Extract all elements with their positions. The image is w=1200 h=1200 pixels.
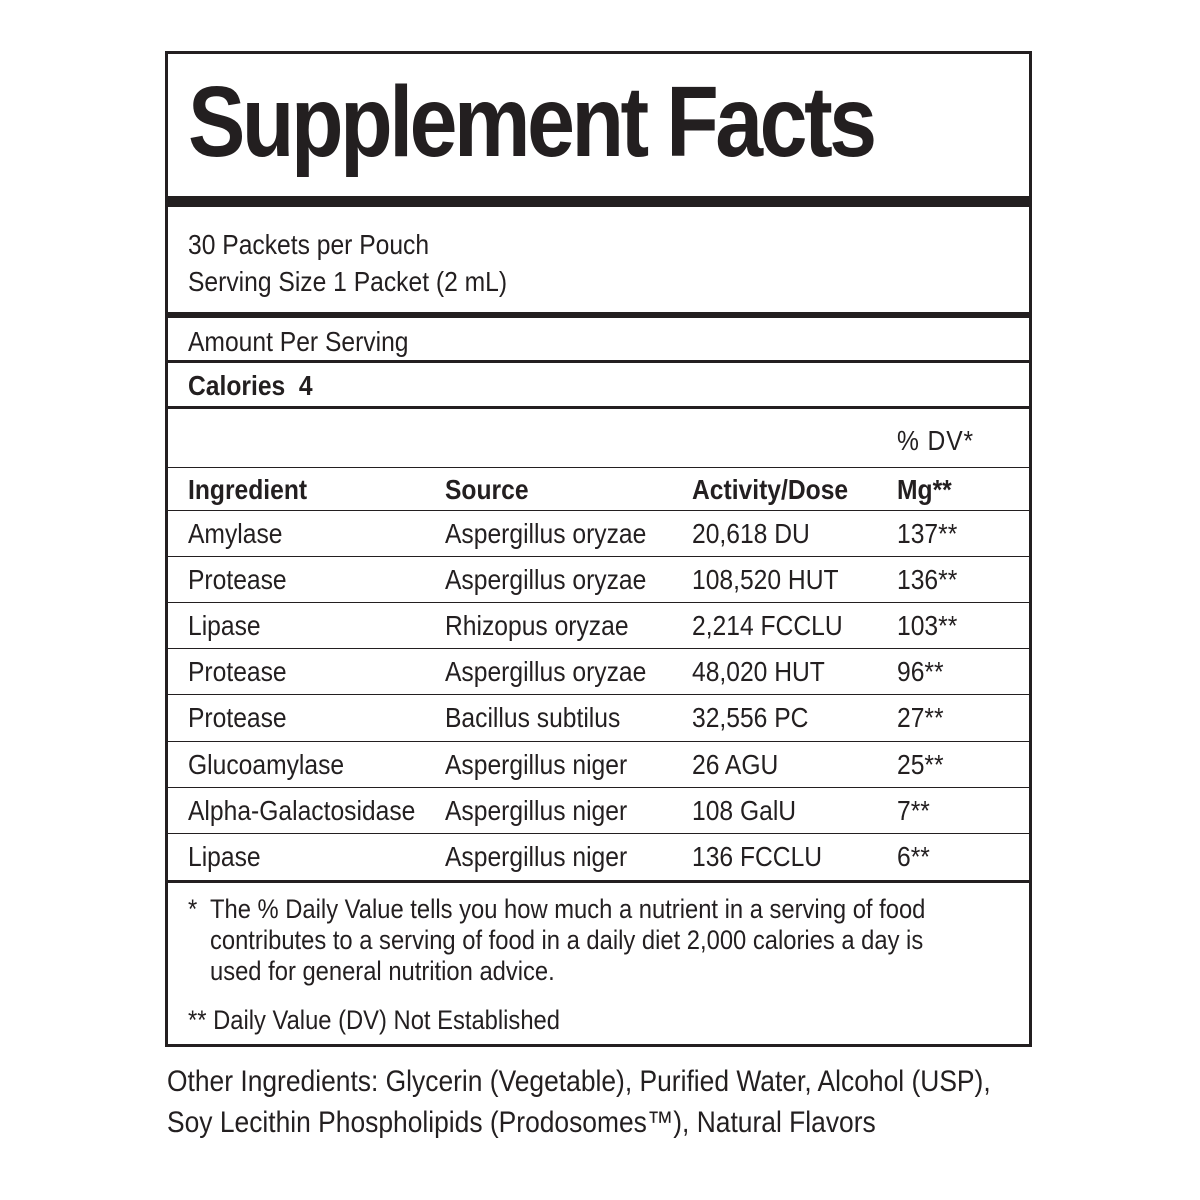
thick-divider	[168, 196, 1029, 207]
panel-title: Supplement Facts	[188, 66, 874, 178]
cell-dose: 2,214 FCCLU	[692, 610, 843, 642]
cell-dose: 108 GalU	[692, 794, 797, 826]
cell-dose: 48,020 HUT	[692, 656, 825, 688]
cell-source: Aspergillus oryzae	[445, 656, 647, 688]
cell-source: Aspergillus niger	[445, 840, 628, 872]
calories-value: 4	[298, 370, 313, 401]
servings-per-container: 30 Packets per Pouch	[188, 229, 430, 260]
cell-dose: 32,556 PC	[692, 702, 809, 734]
cell-mg: 103**	[897, 610, 958, 642]
column-header: Source	[445, 474, 529, 505]
footnote-marker: *	[188, 894, 198, 924]
footnote-line: The % Daily Value tells you how much a nutrient in a serving of food	[210, 894, 926, 924]
cell-dose: 108,520 HUT	[692, 564, 839, 596]
supplement-facts-panel	[165, 51, 1032, 1047]
cell-ingredient: Lipase	[188, 610, 261, 642]
cell-dose: 26 AGU	[692, 748, 779, 780]
cell-mg: 137**	[897, 518, 958, 549]
row-divider	[168, 694, 1029, 695]
amount-per-serving: Amount Per Serving	[188, 326, 409, 357]
column-header: Ingredient	[188, 474, 308, 505]
column-header: Mg**	[897, 474, 952, 505]
row-divider	[168, 510, 1029, 511]
row-divider	[168, 602, 1029, 603]
thin-divider	[168, 360, 1029, 363]
other-ingredients-line: Other Ingredients: Glycerin (Vegetable), Purified Water, Alcohol (USP),	[167, 1065, 991, 1098]
medium-divider	[168, 312, 1029, 318]
serving-size: Serving Size 1 Packet (2 mL)	[188, 266, 508, 297]
calories-row	[188, 372, 313, 400]
cell-source: Aspergillus oryzae	[445, 564, 647, 596]
cell-mg: 136**	[897, 564, 958, 596]
other-ingredients-line: Soy Lecithin Phospholipids (Prodosomes™), Natural Flavors	[167, 1106, 876, 1139]
cell-source: Rhizopus oryzae	[445, 610, 629, 642]
dv-header: % DV*	[897, 425, 974, 456]
cell-mg: 27**	[897, 702, 944, 734]
row-divider	[168, 556, 1029, 557]
calories-label: Calories	[188, 370, 286, 401]
cell-ingredient: Amylase	[188, 518, 283, 549]
cell-ingredient: Protease	[188, 564, 287, 596]
cell-mg: 7**	[897, 794, 930, 826]
footnote-line: contributes to a serving of food in a daily diet 2,000 calories a day is	[210, 925, 924, 955]
cell-ingredient: Glucoamylase	[188, 748, 345, 780]
cell-mg: 96**	[897, 656, 944, 688]
cell-dose: 20,618 DU	[692, 518, 810, 549]
thin-divider	[168, 406, 1029, 409]
row-divider	[168, 787, 1029, 788]
cell-source: Bacillus subtilus	[445, 702, 621, 734]
cell-source: Aspergillus oryzae	[445, 518, 647, 549]
cell-source: Aspergillus niger	[445, 748, 628, 780]
footnote-daily-value	[188, 894, 197, 925]
cell-ingredient: Protease	[188, 702, 287, 734]
cell-ingredient: Alpha-Galactosidase	[188, 794, 416, 826]
footnote-line: used for general nutrition advice.	[210, 956, 555, 986]
column-header: Activity/Dose	[692, 474, 849, 505]
cell-mg: 25**	[897, 748, 944, 780]
footnote-dv-not-established: ** Daily Value (DV) Not Established	[188, 1005, 560, 1035]
cell-ingredient: Protease	[188, 656, 287, 688]
thin-divider	[168, 880, 1029, 883]
row-divider	[168, 833, 1029, 834]
cell-dose: 136 FCCLU	[692, 840, 823, 872]
hairline-divider	[168, 467, 1029, 468]
row-divider	[168, 648, 1029, 649]
cell-source: Aspergillus niger	[445, 794, 628, 826]
cell-ingredient: Lipase	[188, 840, 261, 872]
cell-mg: 6**	[897, 840, 930, 872]
row-divider	[168, 741, 1029, 742]
